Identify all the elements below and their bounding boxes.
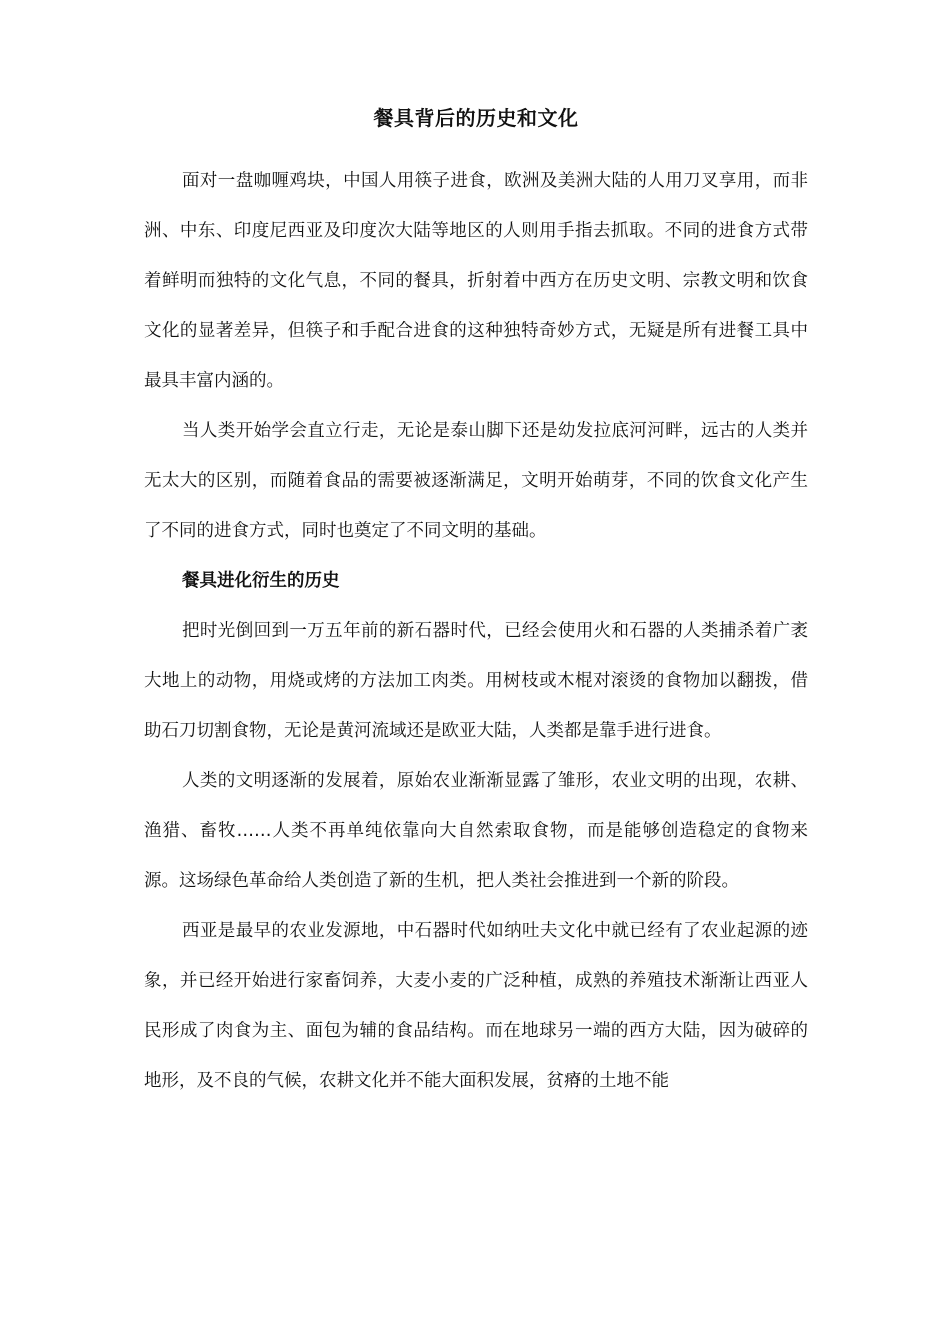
section-paragraph-3: 西亚是最早的农业发源地，中石器时代如纳吐夫文化中就已经有了农业起源的迹象，并已经开始进行家畜饲养，大麦小麦的广泛种植，成熟的养殖技术渐渐让西亚人民形成了肉食为主、面包为辅的食品结构。而在地球另一端的西方大陆，因为破碎的地形，及不良的气候，农耕文化并不能大面积发展，贫瘠的土地不能 [144,921,808,1091]
section-paragraph-2: 人类的文明逐渐的发展着，原始农业渐渐显露了雏形，农业文明的出现，农耕、渔猎、畜牧……人类不再单纯依靠向大自然索取食物，而是能够创造稳定的食物来源。这场绿色革命给人类创造了新的生机，把人类社会推进到一个新的阶段。 [144,771,808,891]
intro-paragraph-2: 当人类开始学会直立行走，无论是泰山脚下还是幼发拉底河河畔，远古的人类并无太大的区别，而随着食品的需要被逐渐满足，文明开始萌芽，不同的饮食文化产生了不同的进食方式，同时也奠定了不同文明的基础。 [144,421,808,541]
document-page [144,100,808,1106]
intro-paragraph-1: 面对一盘咖喱鸡块，中国人用筷子进食，欧洲及美洲大陆的人用刀叉享用，而非洲、中东、印度尼西亚及印度次大陆等地区的人则用手指去抓取。不同的进食方式带着鲜明而独特的文化气息，不同的餐具，折射着中西方在历史文明、宗教文明和饮食文化的显著差异，但筷子和手配合进食的这种独特奇妙方式，无疑是所有进餐工具中最具丰富内涵的。 [144,171,808,391]
section-heading: 餐具进化衍生的历史 [182,571,340,591]
document-title: 餐具背后的历史和文化 [373,106,579,130]
section-paragraph-1: 把时光倒回到一万五年前的新石器时代，已经会使用火和石器的人类捕杀着广袤大地上的动物，用烧或烤的方法加工肉类。用树枝或木棍对滚烫的食物加以翻拨，借助石刀切割食物，无论是黄河流域还是欧亚大陆，人类都是靠手进行进食。 [144,621,808,741]
